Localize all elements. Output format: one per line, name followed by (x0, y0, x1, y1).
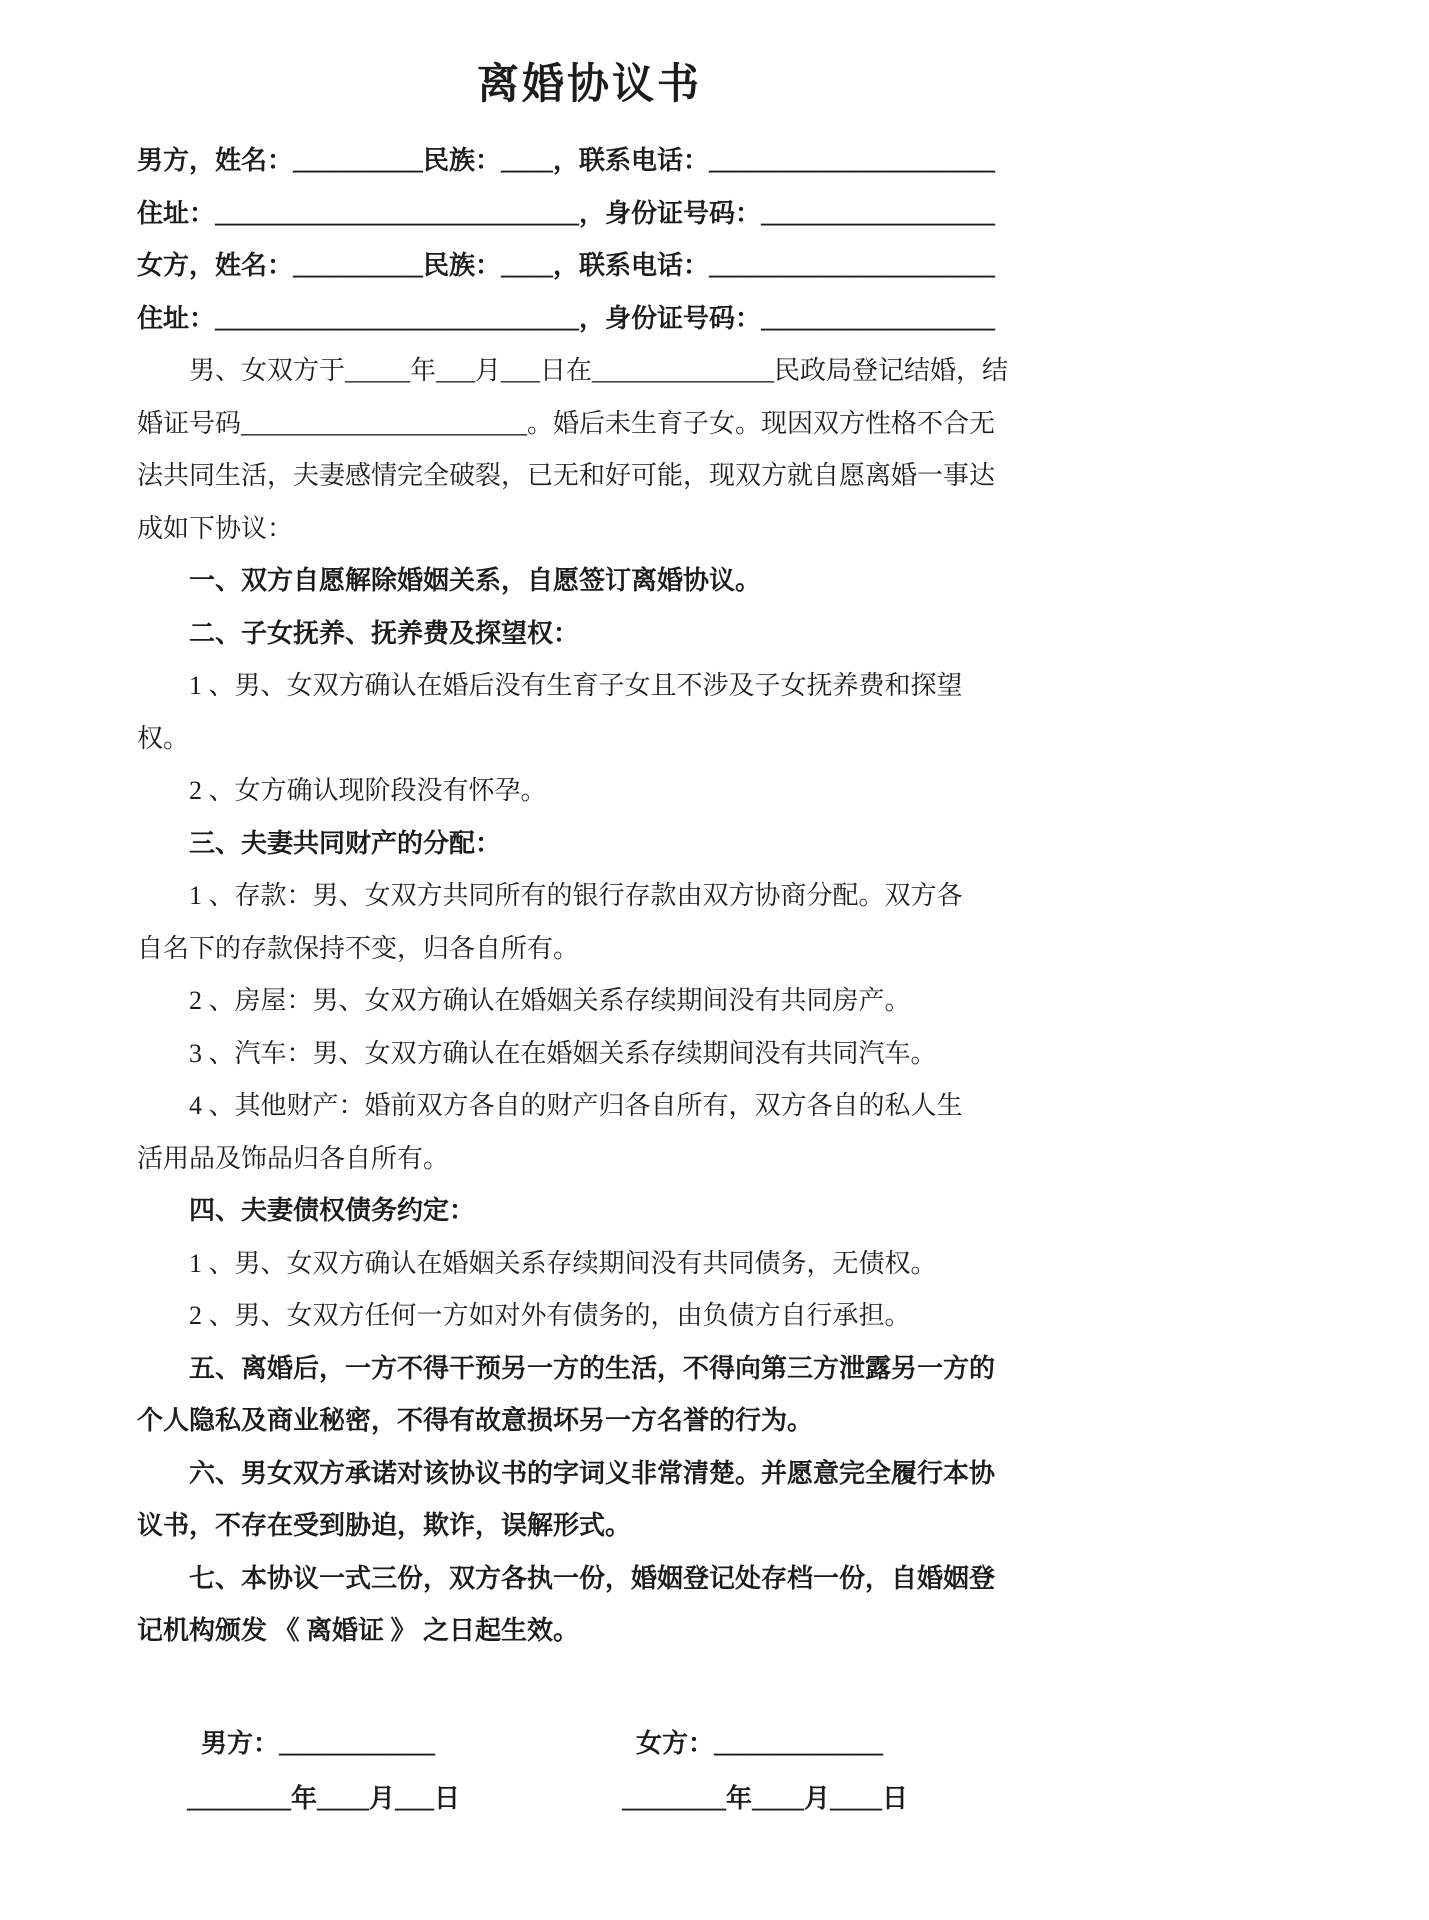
document-line: 2 、男、女双方任何一方如对外有债务的，由负债方自行承担。 (189, 1301, 911, 1330)
signature-row (137, 1716, 1042, 1826)
document-line: 活用品及饰品归各自所有。 (137, 1143, 450, 1173)
document-line: 女方，姓名：__________民族：____，联系电话：______________________ (137, 251, 996, 280)
document-line: 住址：____________________________，身份证号码：__________________ (137, 303, 996, 333)
document-line: 记机构颁发 《 离婚证 》 之日起生效。 (137, 1616, 580, 1645)
document-line: 自名下的存款保持不变，归各自所有。 (137, 933, 580, 963)
document-line: 4 、其他财产：婚前双方各自的财产归各自所有，双方各自的私人生 (189, 1091, 963, 1120)
document-line: 男方，姓名：__________民族：____，联系电话：______________________ (137, 146, 996, 175)
document-line: 个人隐私及商业秘密，不得有故意损坏另一方名誉的行为。 (137, 1406, 814, 1435)
signature-block-female (622, 1716, 908, 1826)
document-line: 成如下协议： (137, 513, 294, 543)
document-line: 男、女双方于_____年___月___日在______________民政局登记结婚，结 (189, 356, 1009, 385)
document-line: 1 、存款：男、女双方共同所有的银行存款由双方协商分配。双方各 (189, 881, 963, 910)
document-line: 2 、女方确认现阶段没有怀孕。 (189, 776, 547, 805)
female-signature-line: 女方：_____________ (636, 1728, 884, 1758)
document-line: 七、本协议一式三份，双方各执一份，婚姻登记处存档一份，自婚姻登 (189, 1563, 996, 1593)
male-date-line: ________年____月___日 (187, 1783, 461, 1813)
document-line: 一、双方自愿解除婚姻关系，自愿签订离婚协议。 (189, 566, 762, 595)
document-title: 离婚协议书 (476, 62, 702, 108)
male-signature-line: 男方：____________ (201, 1728, 436, 1758)
document-line: 2 、房屋：男、女双方确认在婚姻关系存续期间没有共同房产。 (189, 986, 911, 1015)
document-line: 三、夫妻共同财产的分配： (189, 828, 502, 858)
document-line: 1 、男、女双方确认在婚姻关系存续期间没有共同债务，无债权。 (189, 1248, 937, 1278)
document-line: 婚证号码______________________。婚后未生育子女。现因双方性格不合无 (137, 408, 996, 438)
female-date-line: ________年____月____日 (622, 1783, 909, 1813)
document-line: 二、子女抚养、抚养费及探望权： (189, 618, 580, 648)
signature-block-male (187, 1716, 527, 1826)
document-body (137, 135, 1042, 1658)
document-line: 权。 (137, 723, 190, 753)
document-line: 3 、汽车：男、女双方确认在在婚姻关系存续期间没有共同汽车。 (189, 1038, 937, 1068)
document-line: 五、离婚后，一方不得干预另一方的生活，不得向第三方泄露另一方的 (189, 1353, 996, 1383)
document-line: 1 、男、女双方确认在婚后没有生育子女且不涉及子女抚养费和探望 (189, 671, 963, 700)
document-line: 议书，不存在受到胁迫，欺诈，误解形式。 (137, 1511, 632, 1540)
document-line: 法共同生活，夫妻感情完全破裂，已无和好可能，现双方就自愿离婚一事达 (137, 461, 996, 490)
document-line: 四、夫妻债权债务约定： (189, 1196, 476, 1225)
document-line: 住址：____________________________，身份证号码：__________________ (137, 198, 996, 228)
document-line: 六、男女双方承诺对该协议书的字词义非常清楚。并愿意完全履行本协 (189, 1458, 996, 1488)
